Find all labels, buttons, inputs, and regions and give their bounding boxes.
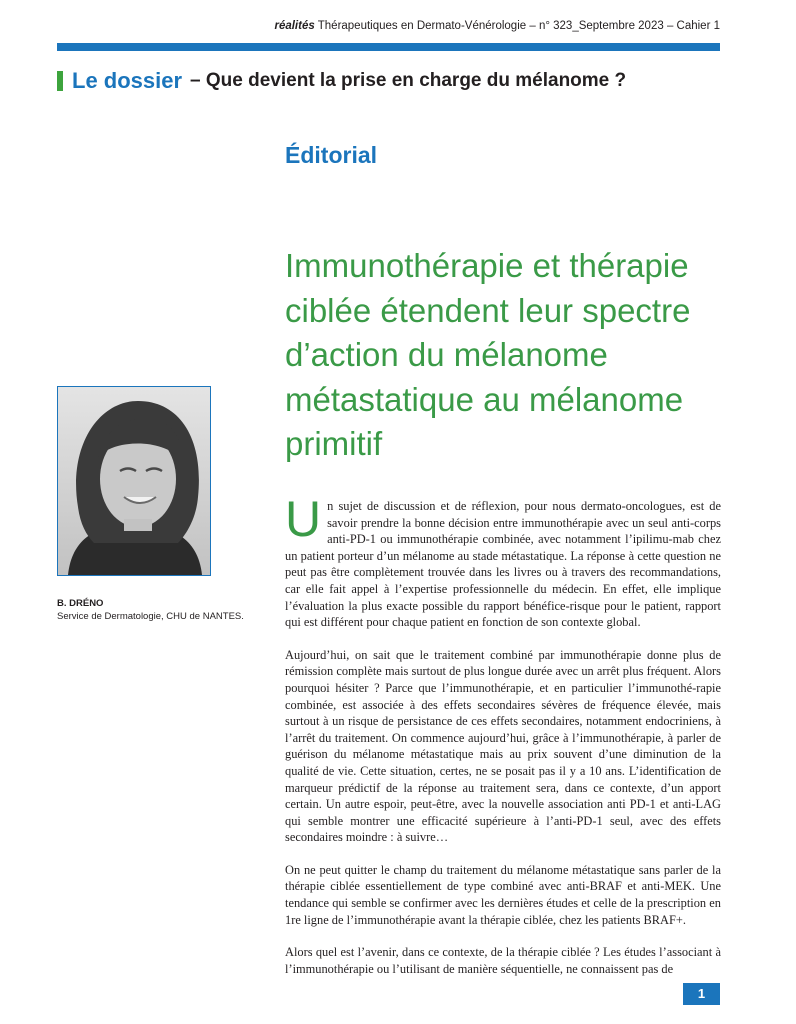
dossier-marker-icon xyxy=(57,71,63,91)
paragraph-1 xyxy=(285,491,721,631)
article-headline: Immunothérapie et thérapie ciblée étendent leur spectre d’action du mélanome métastatique au mélanome primitif xyxy=(285,247,691,462)
article-body xyxy=(285,491,721,993)
running-header xyxy=(274,20,720,32)
author-portrait-image xyxy=(58,387,210,575)
author-block xyxy=(57,597,267,623)
drop-cap: U xyxy=(285,491,322,547)
journal-issue: Thérapeutiques en Dermato-Vénérologie – n° 323_Septembre 2023 – Cahier 1 xyxy=(317,20,720,32)
paragraph-2: Aujourd’hui, on sait que le traitement combiné par immunothérapie donne plus de rémission complète mais surtout de plus longue durée avec un arrêt plus fréquent. Alors pourquoi hésiter ? Parce que l’immunothérapie, et en particulier l’immunothé-rapie combinée, est associée à des effets secondaires sévères de fréquence élevée, mais surtout à un risque de persistance de ces effets secondaires, notamment endocriniens, à l’arrêt du traitement. On commence aujourd’hui, grâce à l’immunothérapie, à parler de guérison du mélanome métastatique mais au prix souvent d’une diminution de la qualité de vie. Cette situation, certes, ne se posait pas il y a 10 ans. L’identification de marqueur prédictif de la réponse au traitement sera, dans ce contexte, d’un apport certain. Un autre espoir, peut-être, avec la nouvelle association anti PD-1 et anti-LAG qui semble montrer une efficacité supérieure à l’anti-PD-1 seul, avec des effets secondaires moindre : à suivre… xyxy=(285,647,721,845)
paragraph-1-text: n sujet de discussion et de réflexion, pour nous dermato-oncologues, est de savoir prendre la bonne décision entre immunothérapie avec un seul anti-corps anti-PD-1 ou immunothérapie combinée, avec notamment l’ipilimu-mab chez un patient porteur d’un mélanome au stade métastatique. La réponse à cette question ne peut pas être complètement trouvée dans les livres ou à travers des recommandations, car elle fait appel à l’expertise professionnelle du médecin. En effet, elle implique l’évaluation la plus exacte possible du rapport bénéfice-risque pour le patient, rapport qui est différent pour chaque patient en fonction de son contexte global. xyxy=(285,499,721,630)
page-number: 1 xyxy=(683,983,720,1005)
paragraph-4: Alors quel est l’avenir, dans ce contexte, de la thérapie ciblée ? Les études l’associant à l’immunothérapie ou l’utilisant de manière séquentielle, ne connaissent pas de xyxy=(285,945,721,976)
author-affiliation: Service de Dermatologie, CHU de NANTES. xyxy=(57,611,244,622)
dossier-heading xyxy=(57,66,626,96)
dossier-label: Le dossier xyxy=(72,68,183,93)
author-photo xyxy=(57,386,211,576)
header-rule xyxy=(57,43,720,51)
paragraph-3: On ne peut quitter le champ du traitement du mélanome métastatique sans parler de la thérapie ciblée essentiellement de type combiné avec anti-BRAF et anti-MEK. Une tendance qui semble se confirmer avec les dernières études et celle de la prescription en 1re ligne de l’immunothérapie avant la thérapie ciblée, chez les patients BRAF+. xyxy=(285,862,721,927)
section-label: Éditorial xyxy=(285,142,378,168)
author-name: B. DRÉNO xyxy=(57,598,104,609)
journal-brand: réalités xyxy=(274,20,315,32)
dossier-title: – Que devient la prise en charge du mélanome ? xyxy=(190,70,627,91)
